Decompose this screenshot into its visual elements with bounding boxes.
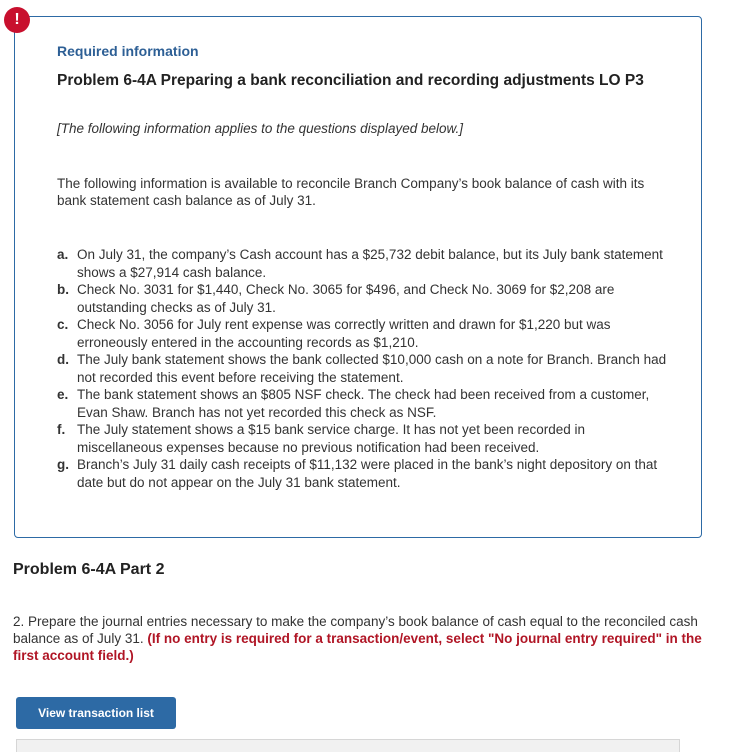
- list-item: a. On July 31, the company’s Cash account has a $25,732 debit balance, but its July bank statement shows a $27,914 cash balance.: [57, 247, 663, 280]
- problem-title: Problem 6-4A Preparing a bank reconciliation and recording adjustments LO P3: [57, 72, 644, 89]
- journal-entry-panel: [16, 739, 680, 752]
- list-item: b. Check No. 3031 for $1,440, Check No. 3065 for $496, and Check No. 3069 for $2,208 are outstanding checks as of July 31.: [57, 282, 615, 315]
- list-item: d. The July bank statement shows the bank collected $10,000 cash on a note for Branch. Branch had not recorded this event before receiving the statement.: [57, 352, 667, 385]
- question-body: 2. Prepare the journal entries necessary to make the company’s book balance of cash equal to the reconciled cash balance as of July 31.: [13, 614, 698, 646]
- info-note: [The following information applies to the questions displayed below.]: [57, 121, 463, 136]
- alert-icon: !: [4, 7, 30, 33]
- intro-paragraph: The following information is available to reconcile Branch Company’s book balance of cash with its bank statement cash balance as of July 31.: [57, 176, 645, 208]
- list-item: g. Branch’s July 31 daily cash receipts of $11,132 were placed in the bank’s night depository on that date but do not appear on the July 31 bank statement.: [57, 457, 658, 490]
- required-information-panel: [14, 16, 702, 538]
- part-title: Problem 6-4A Part 2: [13, 561, 165, 578]
- required-information-heading: Required information: [57, 43, 199, 59]
- transaction-list: [57, 246, 667, 491]
- question-text: [13, 613, 713, 664]
- view-transaction-list-button[interactable]: View transaction list: [16, 697, 176, 729]
- list-item: f. The July statement shows a $15 bank service charge. It has not yet been recorded in miscellaneous expenses because no previous notification had been received.: [57, 422, 586, 455]
- list-item: c. Check No. 3056 for July rent expense was correctly written and drawn for $1,220 but was erroneously entered in the accounting records as $1,210.: [57, 317, 611, 350]
- list-item: e. The bank statement shows an $805 NSF check. The check had been received from a customer, Evan Shaw. Branch has not yet recorded this check as NSF.: [57, 387, 650, 420]
- question-instruction: (If no entry is required for a transaction/event, select "No journal entry required" in the first account field.): [13, 631, 702, 663]
